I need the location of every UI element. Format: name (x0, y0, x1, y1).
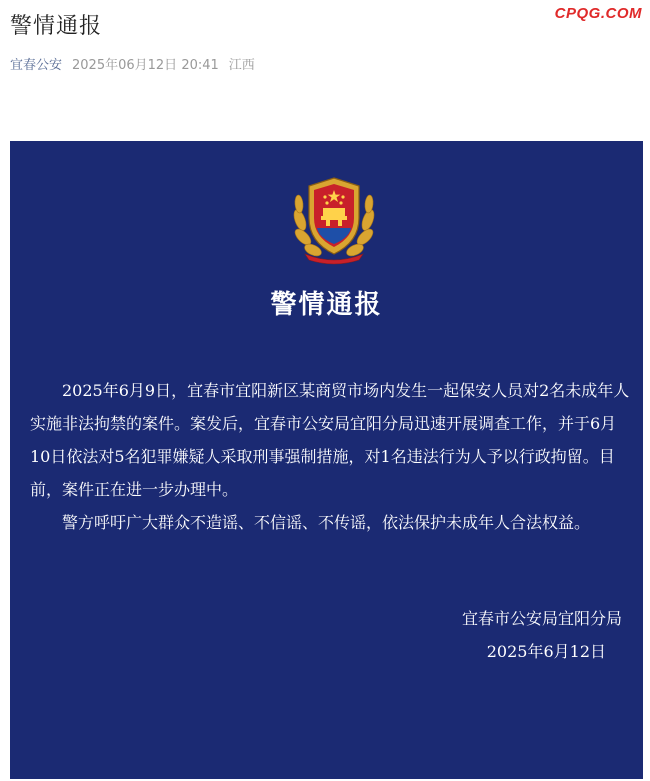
notice-image (10, 141, 643, 779)
notice-heading: 警情通报 (270, 290, 383, 320)
article-title: 警情通报 (10, 14, 103, 39)
signature-organization: 宜春市公安局宜阳分局 (461, 609, 622, 628)
signature-date: 2025年6月12日 (486, 642, 606, 661)
notice-body (30, 374, 630, 539)
notice-signature (462, 602, 622, 668)
police-badge-icon (287, 174, 381, 266)
article-meta (10, 54, 255, 73)
publish-location: 江西 (228, 58, 255, 73)
publish-datetime: 2025年06月12日 20:41 (72, 58, 219, 73)
site-watermark: CPQG.COM (554, 5, 642, 22)
notice-paragraph: 警方呼吁广大群众不造谣、不信谣、不传谣，依法保护未成年人合法权益。 (62, 513, 591, 532)
notice-paragraph: 2025年6月9日，宜春市宜阳新区某商贸市场内发生一起保安人员对2名未成年人实施非法拘禁的案件。案发后，宜春市公安局宜阳分局迅速开展调查工作，并于6月10日依法对5名犯罪嫌疑人采取刑事强制措施，对1名违法行为人予以行政拘留。目前，案件正在进一步办理中。 (30, 381, 630, 499)
account-name-link[interactable]: 宜春公安 (10, 58, 63, 73)
